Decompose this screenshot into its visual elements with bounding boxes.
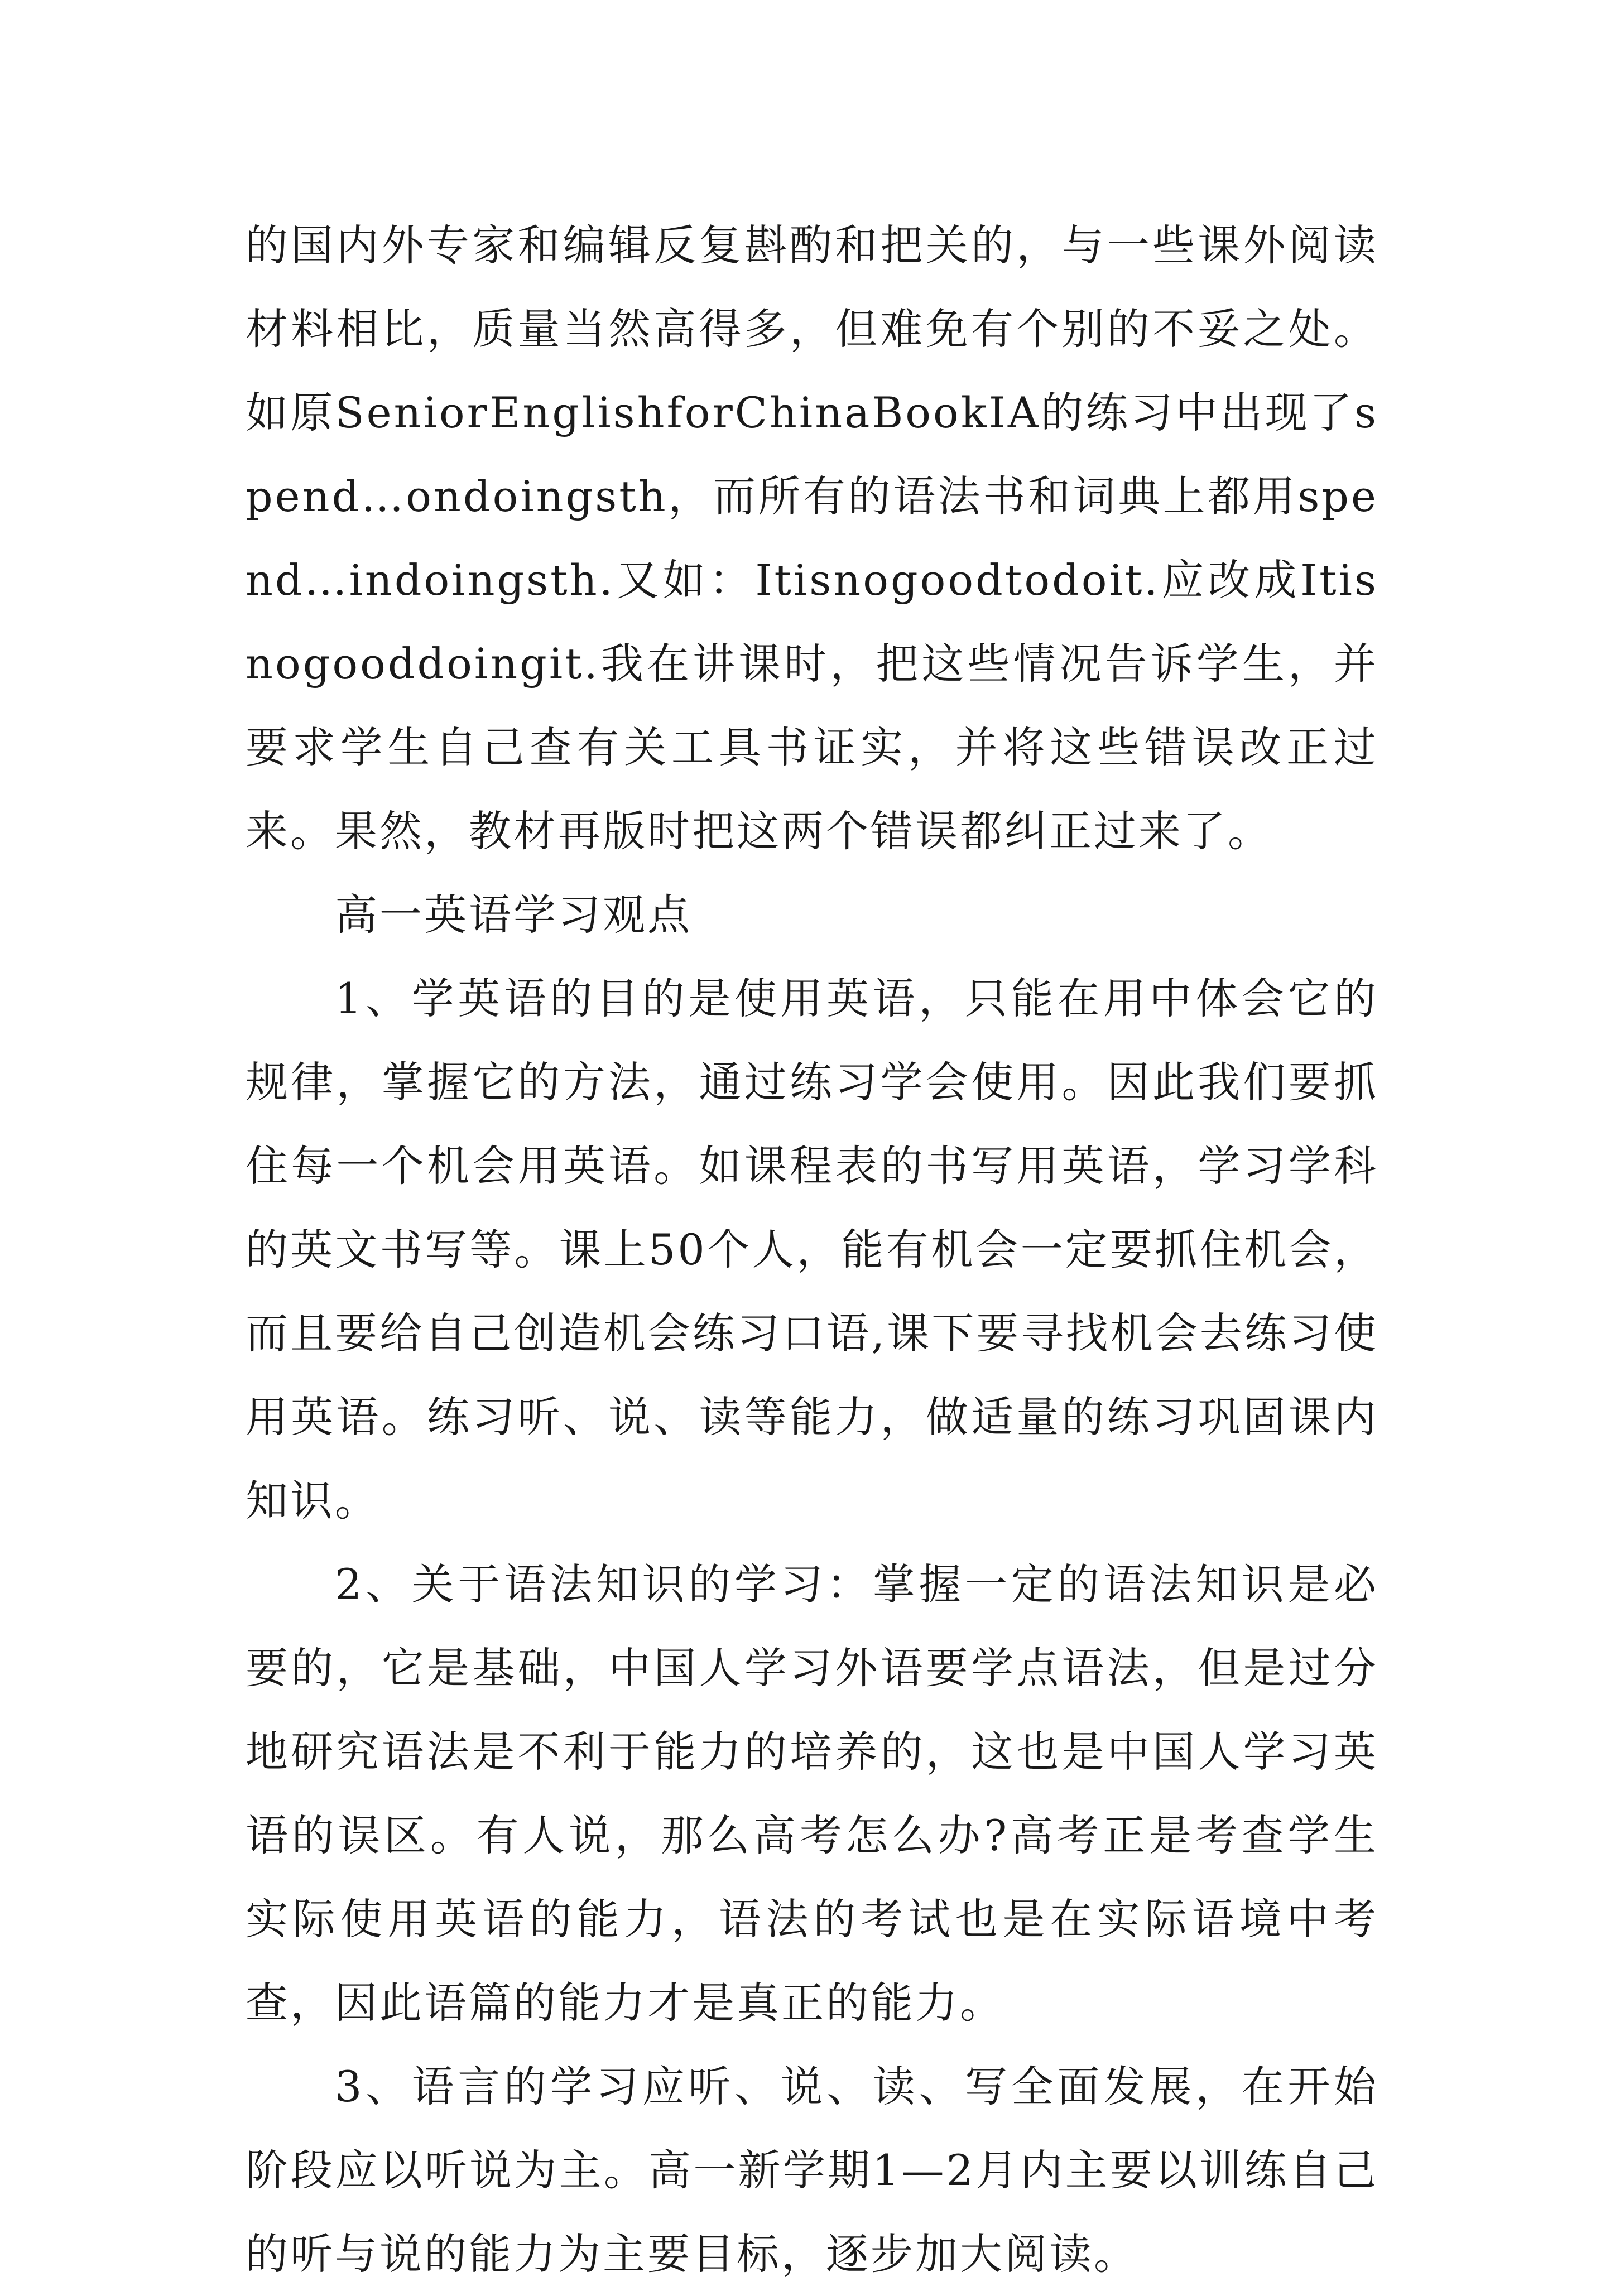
body-text bbox=[246, 204, 1378, 2296]
paragraph-continuation: 的国内外专家和编辑反复斟酌和把关的，与一些课外阅读材料相比，质量当然高得多，但难免有个别的不妥之处。如原SeniorEnglishforChinaBookIA的练习中出现了spend…ondoingsth，而所有的语法书和词典上都用spend…indoingsth.又如：Itisnogoodtodoit.应改成Itisnogooddoingit.我在讲课时，把这些情况告诉学生，并要求学生自己查有关工具书证实，并将这些错误改正过来。果然，教材再版时把这两个错误都纠正过来了。 bbox=[246, 220, 1378, 856]
paragraph-point-2: 2、关于语法知识的学习：掌握一定的语法知识是必要的，它是基础，中国人学习外语要学点语法，但是过分地研究语法是不利于能力的培养的，这也是中国人学习英语的误区。有人说，那么高考怎么办?高考正是考查学生实际使用英语的能力，语法的考试也是在实际语境中考查，因此语篇的能力才是真正的能力。 bbox=[246, 1559, 1378, 2028]
paragraph-point-3: 3、语言的学习应听、说、读、写全面发展，在开始阶段应以听说为主。高一新学期1—2月内主要以训练自己的听与说的能力为主要目标，逐步加大阅读。 bbox=[246, 2062, 1378, 2279]
paragraph-point-1: 1、学英语的目的是使用英语，只能在用中体会它的规律，掌握它的方法，通过练习学会使用。因此我们要抓住每一个机会用英语。如课程表的书写用英语，学习学科的英文书写等。课上50个人，能有机会一定要抓住机会，而且要给自己创造机会练习口语,课下要寻找机会去练习使用英语。练习听、说、读等能力，做适量的练习巩固课内知识。 bbox=[246, 974, 1378, 1525]
section-heading: 高一英语学习观点 bbox=[335, 890, 692, 940]
